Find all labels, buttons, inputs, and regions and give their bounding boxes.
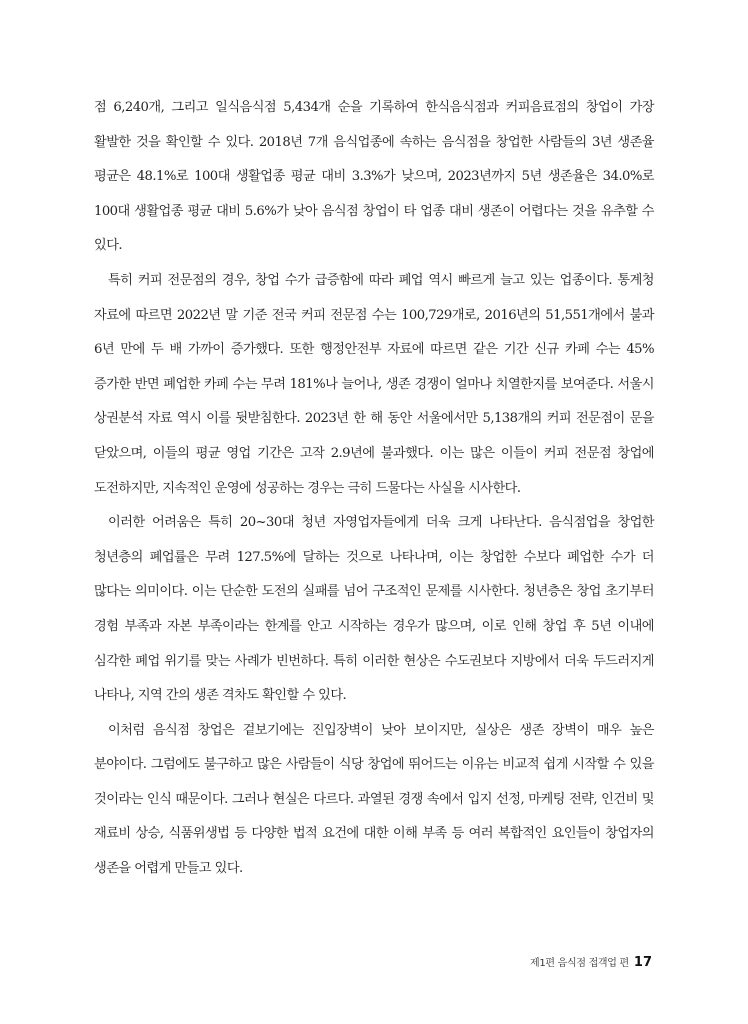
body-text	[94, 91, 654, 887]
footer-section-title: 제1편 음식점 접객업 편	[529, 958, 629, 969]
page-number: 17	[633, 955, 652, 970]
paragraph-1: 점 6,240개, 그리고 일식음식점 5,434개 순을 기록하여 한식음식점과 커피음료점의 창업이 가장 활발한 것을 확인할 수 있다. 2018년 7개 음식업종에 속하는 음식점을 창업한 사람들의 3년 생존율 평균은 48.1%로 100대 생활업종 평균 대비 3.3%가 낮으며, 2023년까지 5년 생존율은 34.0%로 100대 생활업종 평균 대비 5.6%가 낮아 음식점 창업이 타 업종 대비 생존이 어렵다는 것을 유추할 수 있다.	[94, 100, 654, 254]
paragraph-3: 이러한 어려움은 특히 20~30대 청년 자영업자들에게 더욱 크게 나타난다. 음식점업을 창업한 청년층의 폐업률은 무려 127.5%에 달하는 것으로 나타나며, 이는 창업한 수보다 폐업한 수가 더 많다는 의미이다. 이는 단순한 도전의 실패를 넘어 구조적인 문제를 시사한다. 청년층은 창업 초기부터 경험 부족과 자본 부족이라는 한계를 안고 시작하는 경우가 많으며, 이로 인해 창업 후 5년 이내에 심각한 폐업 위기를 맞는 사례가 빈번하다. 특히 이러한 현상은 수도권보다 지방에서 더욱 두드러지게 나타나, 지역 간의 생존 격차도 확인할 수 있다.	[94, 515, 654, 704]
paragraph-4: 이처럼 음식점 창업은 겉보기에는 진입장벽이 낮아 보이지만, 실상은 생존 장벽이 매우 높은 분야이다. 그럼에도 불구하고 많은 사람들이 식당 창업에 뛰어드는 이유는 비교적 쉽게 시작할 수 있을 것이라는 인식 때문이다. 그러나 현실은 다르다. 과열된 경쟁 속에서 입지 선정, 마케팅 전략, 인건비 및 재료비 상승, 식품위생법 등 다양한 법적 요건에 대한 이해 부족 등 여러 복합적인 요인들이 창업자의 생존을 어렵게 만들고 있다.	[94, 722, 654, 877]
paragraph-2: 특히 커피 전문점의 경우, 창업 수가 급증함에 따라 폐업 역시 빠르게 늘고 있는 업종이다. 통계청 자료에 따르면 2022년 말 기준 전국 커피 전문점 수는 100,729개로, 2016년의 51,551개에서 불과 6년 만에 두 배 가까이 증가했다. 또한 행정안전부 자료에 따르면 같은 기간 신규 카페 수는 45% 증가한 반면 폐업한 카페 수는 무려 181%나 늘어나, 생존 경쟁이 얼마나 치열한지를 보여준다. 서울시 상권분석 자료 역시 이를 뒷받침한다. 2023년 한 해 동안 서울에서만 5,138개의 커피 전문점이 문을 닫았으며, 이들의 평균 영업 기간은 고작 2.9년에 불과했다. 이는 많은 이들이 커피 전문점 창업에 도전하지만, 지속적인 운영에 성공하는 경우는 극히 드물다는 사실을 시사한다.	[94, 272, 654, 496]
page-footer	[530, 954, 652, 970]
